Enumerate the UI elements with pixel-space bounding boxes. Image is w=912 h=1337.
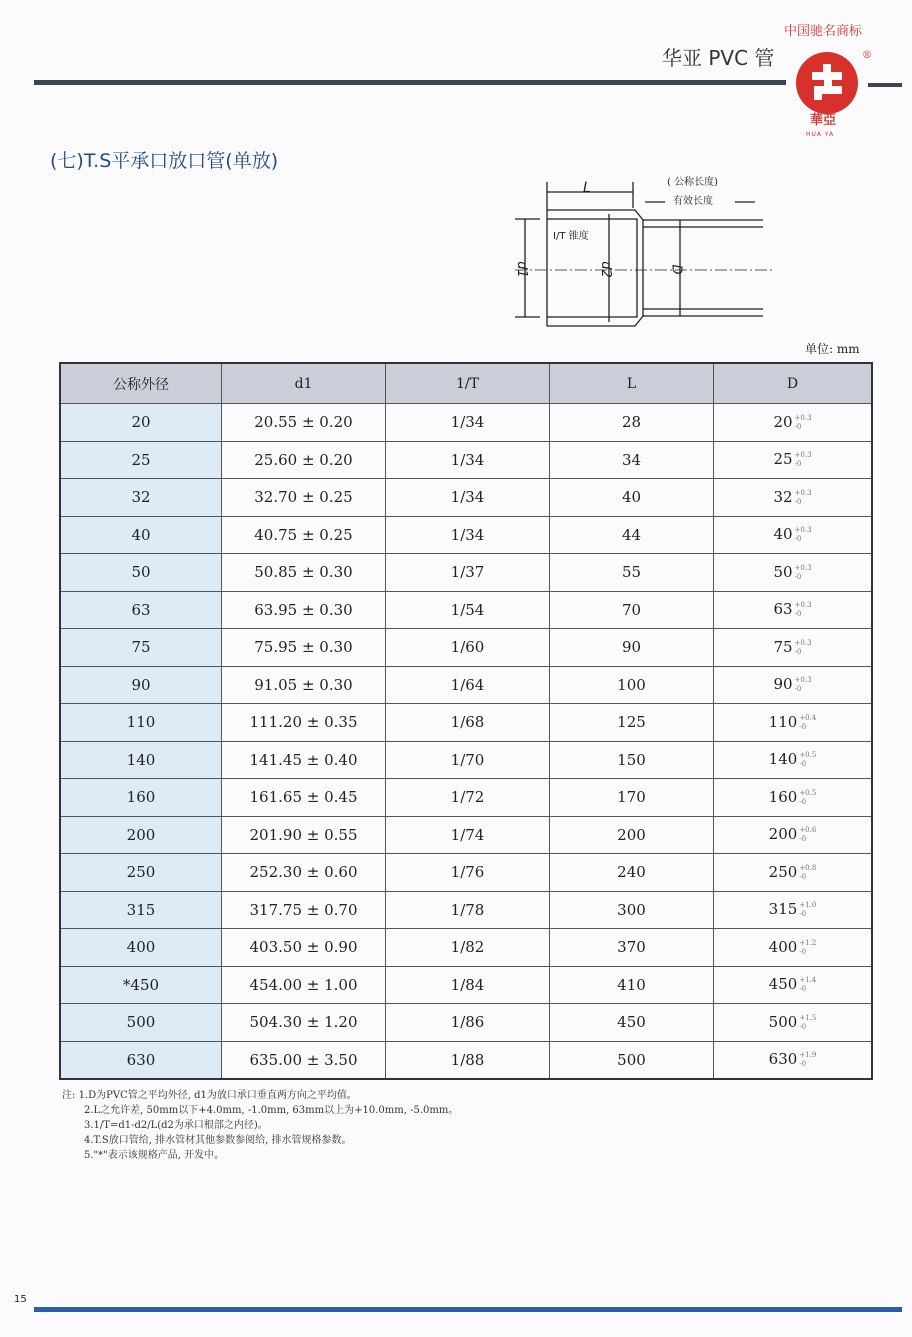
table-cell: 1/82 (386, 929, 550, 967)
nominal-length-label: ( 公称长度) (667, 177, 718, 188)
col-header: d1 (222, 363, 386, 404)
table-cell: 1/54 (386, 591, 550, 629)
D-value: 90 (773, 675, 793, 694)
table-cell: 1/34 (386, 479, 550, 517)
table-cell: 28 (550, 404, 714, 442)
tolerance (799, 751, 816, 769)
footer-divider (34, 1307, 902, 1312)
tolerance-upper: +0.3 (794, 601, 812, 610)
table-cell-D (714, 516, 873, 554)
D-value: 630 (768, 1050, 798, 1069)
d2-label: d2 (597, 261, 613, 278)
note-item: 5."*"表示该规格产品, 开发中。 (84, 1150, 225, 1161)
table-cell: 1/34 (386, 441, 550, 479)
tolerance-lower: -0 (799, 797, 807, 806)
tolerance-upper: +1.5 (799, 1013, 817, 1022)
D-value: 50 (773, 562, 793, 581)
table-cell-D (714, 479, 873, 517)
table-cell: 141.45 ± 0.40 (222, 741, 386, 779)
famous-trademark-text: 中国驰名商标 (784, 24, 863, 39)
table-cell: 201.90 ± 0.55 (222, 816, 386, 854)
tolerance (799, 714, 816, 732)
tolerance-upper: +0.6 (799, 826, 817, 835)
table-cell-D (714, 966, 873, 1004)
table-row (60, 741, 872, 779)
table-cell: 32.70 ± 0.25 (222, 479, 386, 517)
table-cell: 125 (550, 704, 714, 742)
table-cell: *450 (60, 966, 222, 1004)
table-cell: 1/78 (386, 891, 550, 929)
tolerance-lower: -0 (799, 872, 807, 881)
section-title: (七)T.S平承口放口管(单放) (50, 150, 279, 172)
table-cell: 20 (60, 404, 222, 442)
tolerance-upper: +0.5 (799, 788, 817, 797)
table-cell-D (714, 704, 873, 742)
tolerance-upper: +1.9 (799, 1051, 817, 1060)
table-row (60, 441, 872, 479)
tolerance (799, 789, 816, 807)
logo-cn-text: 華亞 (810, 113, 837, 128)
table-cell: 150 (550, 741, 714, 779)
table-cell: 25 (60, 441, 222, 479)
table-row (60, 1041, 872, 1079)
table-row (60, 854, 872, 892)
tolerance-lower: -0 (794, 535, 802, 544)
table-cell: 50.85 ± 0.30 (222, 554, 386, 592)
tolerance (795, 414, 812, 432)
table-row (60, 966, 872, 1004)
table-cell: 40 (60, 516, 222, 554)
table-cell: 252.30 ± 0.60 (222, 854, 386, 892)
table-cell: 44 (550, 516, 714, 554)
table-cell: 25.60 ± 0.20 (222, 441, 386, 479)
note-item: 4.T.S放口管给, 排水管材其他参数参阅给, 排水管规格参数。 (84, 1135, 352, 1146)
table-header-row (60, 363, 872, 404)
tolerance-lower: -0 (794, 422, 802, 431)
D-value: 160 (768, 787, 798, 806)
table-cell: 1/34 (386, 516, 550, 554)
D-value: 250 (768, 862, 798, 881)
table-cell-D (714, 441, 873, 479)
tolerance-upper: +0.4 (799, 713, 817, 722)
tolerance-upper: +0.3 (794, 638, 812, 647)
D-value: 40 (773, 525, 793, 544)
tolerance-upper: +0.3 (794, 563, 812, 572)
brand-title: 华亚 PVC 管 (662, 46, 775, 70)
table-cell: 200 (550, 816, 714, 854)
tolerance-upper: +0.3 (794, 413, 812, 422)
table-cell: 55 (550, 554, 714, 592)
tolerance-lower: -0 (799, 985, 807, 994)
table-row (60, 554, 872, 592)
table-cell: 504.30 ± 1.20 (222, 1004, 386, 1042)
col-header: D (714, 363, 873, 404)
tolerance-lower: -0 (799, 760, 807, 769)
table-row (60, 629, 872, 667)
D-value: 450 (768, 975, 798, 994)
table-cell: 50 (60, 554, 222, 592)
table-cell: 1/34 (386, 404, 550, 442)
table-cell-D (714, 666, 873, 704)
tolerance (795, 489, 812, 507)
table-cell: 75.95 ± 0.30 (222, 629, 386, 667)
D-value: 75 (773, 637, 793, 656)
D-value: 63 (773, 600, 793, 619)
header-divider-right (868, 83, 902, 87)
huaya-logo (796, 52, 858, 114)
col-header: 公称外径 (60, 363, 222, 404)
table-cell: 500 (60, 1004, 222, 1042)
table-cell: 1/70 (386, 741, 550, 779)
table-cell: 160 (60, 779, 222, 817)
tolerance-upper: +0.3 (794, 526, 812, 535)
L-label: L (583, 180, 591, 196)
table-cell-D (714, 404, 873, 442)
tolerance-lower: -0 (794, 685, 802, 694)
table-cell: 1/64 (386, 666, 550, 704)
tolerance-lower: -0 (794, 610, 802, 619)
logo-en-text: HUA YA (806, 131, 835, 138)
table-cell: 454.00 ± 1.00 (222, 966, 386, 1004)
table-cell: 1/88 (386, 1041, 550, 1079)
unit-label: 单位: mm (805, 342, 860, 356)
tolerance-upper: +0.3 (794, 488, 812, 497)
table-row (60, 816, 872, 854)
table-cell-D (714, 816, 873, 854)
table-cell: 34 (550, 441, 714, 479)
table-row (60, 891, 872, 929)
tolerance-lower: -0 (799, 1022, 807, 1031)
notes (62, 1088, 458, 1163)
tolerance (795, 676, 812, 694)
table-cell: 32 (60, 479, 222, 517)
tolerance-lower: -0 (794, 572, 802, 581)
D-value: 20 (773, 412, 793, 431)
D-value: 400 (768, 937, 798, 956)
table-cell-D (714, 741, 873, 779)
tolerance-upper: +1.0 (799, 901, 817, 910)
table-cell: 75 (60, 629, 222, 667)
table-cell: 500 (550, 1041, 714, 1079)
registered-mark: ® (862, 50, 872, 61)
d1-label: d1 (513, 261, 529, 278)
D-label: D (668, 264, 684, 275)
tolerance (795, 564, 812, 582)
tolerance-lower: -0 (794, 647, 802, 656)
notes-label: 注: (62, 1090, 76, 1101)
table-cell: 317.75 ± 0.70 (222, 891, 386, 929)
table-cell: 315 (60, 891, 222, 929)
table-cell: 630 (60, 1041, 222, 1079)
table-row (60, 404, 872, 442)
page-number: 15 (14, 1294, 27, 1305)
table-cell: 1/84 (386, 966, 550, 1004)
table-cell: 450 (550, 1004, 714, 1042)
table-cell: 1/37 (386, 554, 550, 592)
table-cell: 1/72 (386, 779, 550, 817)
table-row (60, 479, 872, 517)
table-cell: 250 (60, 854, 222, 892)
note-item: 2.L之允许差, 50mm以下+4.0mm, -1.0mm, 63mm以上为+10.0mm, -5.0mm。 (84, 1105, 459, 1116)
tolerance (799, 864, 816, 882)
note-item: 3.1/T=d1-d2/L(d2为承口根部之内径)。 (84, 1120, 268, 1131)
tolerance (795, 639, 812, 657)
table-cell: 40 (550, 479, 714, 517)
D-value: 500 (768, 1012, 798, 1031)
tolerance (799, 1014, 816, 1032)
table-cell: 1/76 (386, 854, 550, 892)
taper-label: I/T 锥度 (553, 231, 589, 242)
table-cell: 63.95 ± 0.30 (222, 591, 386, 629)
tolerance-upper: +0.3 (794, 451, 812, 460)
table-cell: 91.05 ± 0.30 (222, 666, 386, 704)
tolerance-lower: -0 (799, 1060, 807, 1069)
table-cell: 370 (550, 929, 714, 967)
tolerance-upper: +0.8 (799, 863, 817, 872)
table-row (60, 929, 872, 967)
table-cell: 410 (550, 966, 714, 1004)
header-divider (34, 80, 786, 85)
table-cell: 90 (550, 629, 714, 667)
table-cell: 161.65 ± 0.45 (222, 779, 386, 817)
table-cell-D (714, 591, 873, 629)
table-cell: 1/68 (386, 704, 550, 742)
pipe-diagram (505, 172, 885, 342)
table-row (60, 516, 872, 554)
col-header: 1/T (386, 363, 550, 404)
table-cell: 1/74 (386, 816, 550, 854)
table-cell: 1/60 (386, 629, 550, 667)
table-row (60, 704, 872, 742)
tolerance-lower: -0 (794, 460, 802, 469)
table-cell: 140 (60, 741, 222, 779)
tolerance-upper: +0.5 (799, 751, 817, 760)
table-cell-D (714, 1041, 873, 1079)
spec-table (59, 362, 873, 1080)
D-value: 110 (768, 712, 798, 731)
col-header: L (550, 363, 714, 404)
table-cell: 110 (60, 704, 222, 742)
tolerance (799, 939, 816, 957)
table-cell: 200 (60, 816, 222, 854)
table-cell-D (714, 554, 873, 592)
table-row (60, 591, 872, 629)
table-cell: 100 (550, 666, 714, 704)
table-cell: 40.75 ± 0.25 (222, 516, 386, 554)
tolerance-lower: -0 (799, 722, 807, 731)
tolerance-lower: -0 (799, 947, 807, 956)
table-cell-D (714, 891, 873, 929)
table-cell: 403.50 ± 0.90 (222, 929, 386, 967)
table-row (60, 1004, 872, 1042)
tolerance (799, 826, 816, 844)
tolerance (795, 451, 812, 469)
table-row (60, 779, 872, 817)
tolerance-upper: +1.4 (799, 976, 817, 985)
D-value: 32 (773, 487, 793, 506)
table-row (60, 666, 872, 704)
tolerance (799, 976, 816, 994)
table-cell: 170 (550, 779, 714, 817)
table-cell-D (714, 779, 873, 817)
table-cell: 240 (550, 854, 714, 892)
tolerance-lower: -0 (794, 497, 802, 506)
tolerance-lower: -0 (799, 910, 807, 919)
table-cell: 1/86 (386, 1004, 550, 1042)
table-cell: 20.55 ± 0.20 (222, 404, 386, 442)
D-value: 200 (768, 825, 798, 844)
D-value: 25 (773, 450, 793, 469)
table-cell: 400 (60, 929, 222, 967)
note-item: 1.D为PVC管之平均外径, d1为放口承口垂直两方向之平均值。 (78, 1090, 357, 1101)
table-cell: 635.00 ± 3.50 (222, 1041, 386, 1079)
tolerance (799, 901, 816, 919)
tolerance-upper: +1.2 (799, 938, 817, 947)
table-cell: 90 (60, 666, 222, 704)
tolerance (795, 526, 812, 544)
table-cell-D (714, 629, 873, 667)
tolerance-upper: +0.3 (794, 676, 812, 685)
tolerance (795, 601, 812, 619)
table-cell: 300 (550, 891, 714, 929)
tolerance (799, 1051, 816, 1069)
D-value: 140 (768, 750, 798, 769)
table-cell-D (714, 854, 873, 892)
tolerance-lower: -0 (799, 835, 807, 844)
table-cell: 111.20 ± 0.35 (222, 704, 386, 742)
table-cell-D (714, 1004, 873, 1042)
table-cell-D (714, 929, 873, 967)
effective-length-label: 有效长度 (673, 196, 713, 207)
table-cell: 63 (60, 591, 222, 629)
table-cell: 70 (550, 591, 714, 629)
D-value: 315 (768, 900, 798, 919)
